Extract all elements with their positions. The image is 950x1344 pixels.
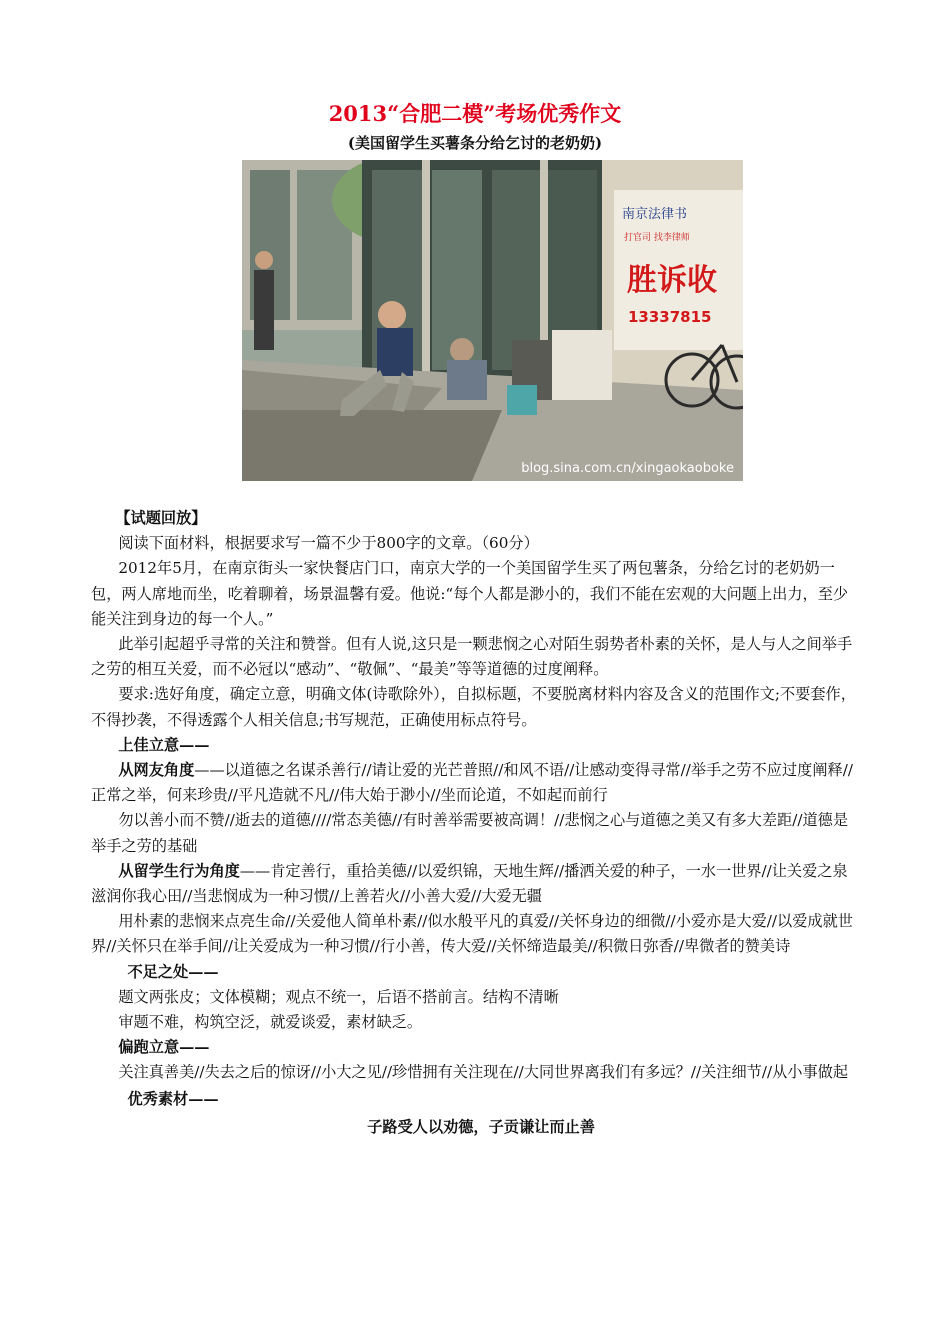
- netizen-label: 从网友角度: [118, 761, 195, 780]
- section-heading: 【试题回放】: [115, 509, 207, 527]
- document-subtitle: (美国留学生买薯条分给乞讨的老奶奶): [347, 134, 603, 152]
- material-paragraph-2: 此举引起超乎寻常的关注和赞誉。但有人说,这只是一颗悲悯之心对陌生弱势者朴素的关怀，是人与人之间举手之劳的相互关爱，而不必冠以“感动”、“敬佩”、“最美”等等道德的过度阐释。: [91, 635, 853, 679]
- student-label: 从留学生行为角度: [118, 861, 240, 880]
- document-title: 2013“合肥二模”考场优秀作文: [328, 101, 622, 126]
- best-ideas-heading: 上佳立意——: [118, 735, 210, 754]
- materials-heading: 优秀素材——: [127, 1089, 219, 1108]
- off-topic-paragraph: 关注真善美//失去之后的惊讶//小大之见//珍惜拥有关注现在//大同世界离我们有多远？//关注细节//从小事做起: [118, 1063, 849, 1082]
- street-photo-illustration: [242, 160, 743, 481]
- document-body: [91, 506, 859, 1140]
- sign-line-4: 13337815: [628, 308, 712, 326]
- student-paragraph: [91, 859, 859, 909]
- sign-line-1: 南京法律书: [622, 207, 688, 222]
- netizen-paragraph: [91, 758, 859, 808]
- photo-watermark: blog.sina.com.cn/xingaokaoboke: [521, 461, 734, 476]
- sign-line-2: 打官司 找李律师: [624, 233, 690, 243]
- shortcoming-2: 审题不难，构筑空泛，就爱谈爱，素材缺乏。: [118, 1013, 423, 1032]
- shortcoming-1: 题文两张皮；文体模糊；观点不统一，后语不搭前言。结构不清晰: [118, 987, 559, 1006]
- material-paragraph-1: 2012年5月，在南京街头一家快餐店门口，南京大学的一个美国留学生买了两包薯条，分给乞讨的老奶奶一包，两人席地而坐，吃着聊着，场景温馨有爱。他说:“每个人都是渺小的，我们不能在宏观的大问题上出力，至少能关注到身边的每一个人。”: [91, 559, 849, 628]
- shortcomings-heading: 不足之处——: [127, 962, 219, 981]
- student-text: ——肯定善行，重拾美德//以爱织锦，天地生辉//播洒关爱的种子，一水一世界//让关爱之泉滋润你我心田//当悲悯成为一种习惯//上善若火//小善大爱//大爱无疆: [91, 861, 848, 906]
- netizen-text: ——以道德之名谋杀善行//请让爱的光芒普照//和风不语//让感动变得寻常//举手之劳不应过度阐释//正常之举，何来珍贵//平凡造就不凡//伟大始于渺小//坐而论道，不如起而前行: [91, 761, 853, 805]
- netizen-paragraph-2: 勿以善小而不赞//逝去的道德////常态美德//有时善举需要被高调！//悲悯之心与道德之美又有多大差距//道德是举手之劳的基础: [91, 811, 849, 855]
- student-paragraph-2: 用朴素的悲悯来点亮生命//关爱他人简单朴素//似水般平凡的真爱//关怀身边的细微//小爱亦是大爱//以爱成就世界//关怀只在举手间//让关爱成为一种习惯//行小善，传大爱//关怀缔造最美//积微日弥香//卑微者的赞美诗: [91, 912, 853, 956]
- prompt-intro: 阅读下面材料，根据要求写一篇不少于800字的文章。（60分）: [118, 534, 539, 553]
- street-photo: [242, 160, 743, 481]
- requirements-paragraph: 要求:选好角度，确定立意，明确文体(诗歌除外），自拟标题，不要脱离材料内容及含义的范围作文;不要套作，不得抄袭，不得透露个人相关信息;书写规范，正确使用标点符号。: [91, 685, 856, 729]
- sign-line-3: 胜诉收: [627, 263, 717, 298]
- off-topic-heading: 偏跑立意——: [118, 1038, 210, 1057]
- material-title: 子路受人以劝德，子贡谦让而止善: [367, 1117, 595, 1136]
